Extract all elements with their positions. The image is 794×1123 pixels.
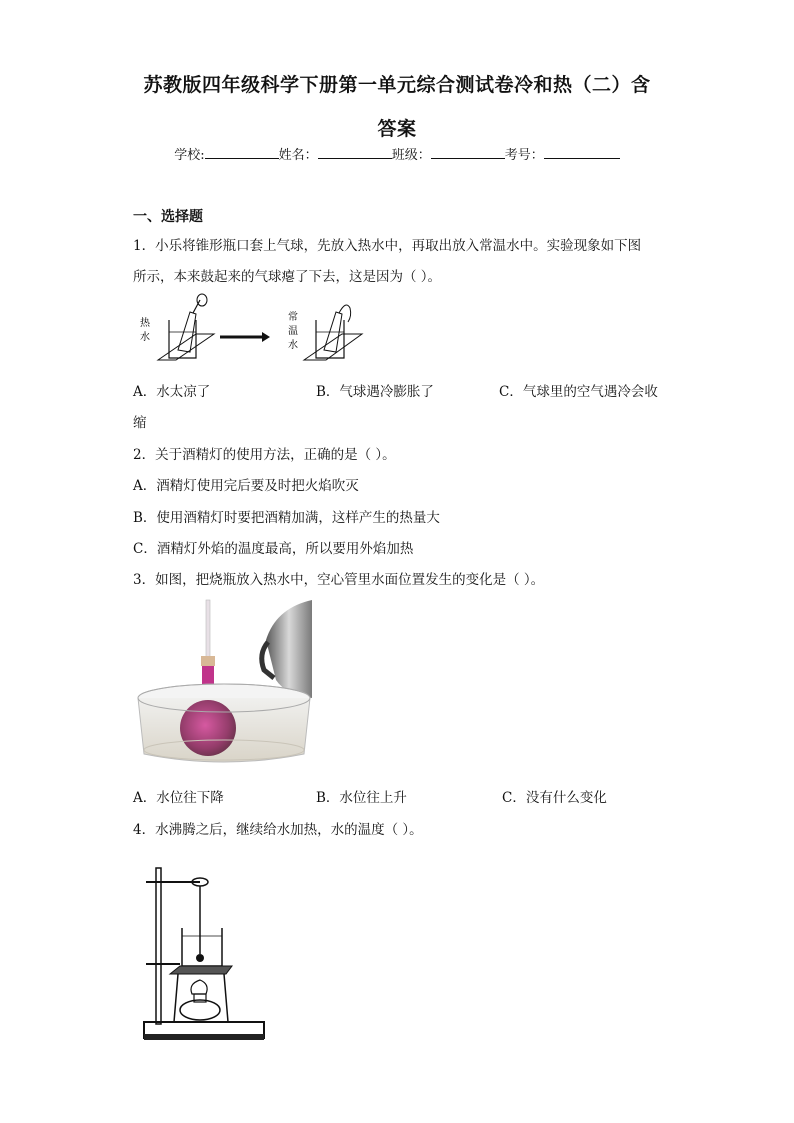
school-label: 学校: — [174, 148, 205, 163]
normal-water-label-2: 温 — [288, 326, 298, 337]
class-blank[interactable] — [431, 144, 505, 159]
name-blank[interactable] — [318, 144, 392, 159]
q1-option-c-continued: 缩 — [133, 415, 147, 431]
q3-option-c[interactable]: C．没有什么变化 — [502, 790, 607, 806]
document-title-line1: 苏教版四年级科学下册第一单元综合测试卷冷和热（二）含 — [143, 74, 651, 96]
q4-stem: 4．水沸腾之后，继续给水加热，水的温度（ ）。 — [133, 822, 423, 838]
q2-option-c[interactable]: C．酒精灯外焰的温度最高，所以要用外焰加热 — [133, 541, 414, 557]
normal-water-label-3: 水 — [288, 340, 298, 351]
document-title-line2: 答案 — [377, 118, 417, 140]
q3-stem: 3．如图，把烧瓶放入热水中，空心管里水面位置发生的变化是（ ）。 — [133, 572, 545, 588]
q1-option-a[interactable]: A．水太凉了 — [133, 384, 211, 400]
section-heading: 一、选择题 — [133, 209, 203, 225]
q2-option-a[interactable]: A．酒精灯使用完后要及时把火焰吹灭 — [133, 478, 359, 494]
q1-option-b[interactable]: B．气球遇冷膨胀了 — [316, 384, 434, 400]
q1-stem-line1: 1．小乐将锥形瓶口套上气球，先放入热水中，再取出放入常温水中。实验现象如下图 — [133, 238, 642, 254]
q4-figure — [140, 862, 270, 1048]
student-info-line — [0, 144, 794, 163]
hot-water-label-2: 水 — [140, 332, 150, 343]
q1-figure — [136, 292, 376, 372]
exam-no-label: 考号： — [504, 148, 544, 163]
school-blank[interactable] — [205, 144, 279, 159]
q2-option-b[interactable]: B．使用酒精灯时要把酒精加满，这样产生的热量大 — [133, 510, 440, 526]
normal-water-label-1: 常 — [288, 312, 298, 323]
q1-option-c[interactable]: C．气球里的空气遇冷会收 — [499, 384, 658, 400]
q1-stem-line2: 所示，本来鼓起来的气球瘪了下去，这是因为（ ）。 — [133, 269, 442, 285]
q3-option-a[interactable]: A．水位往下降 — [133, 790, 224, 806]
q2-stem: 2．关于酒精灯的使用方法，正确的是（ ）。 — [133, 447, 396, 463]
hot-water-label-1: 热 — [140, 318, 150, 329]
q3-option-b[interactable]: B．水位往上升 — [316, 790, 407, 806]
exam-no-blank[interactable] — [544, 144, 620, 159]
name-label: 姓名： — [278, 148, 318, 163]
class-label: 班级： — [391, 148, 431, 163]
q3-figure — [136, 600, 312, 770]
